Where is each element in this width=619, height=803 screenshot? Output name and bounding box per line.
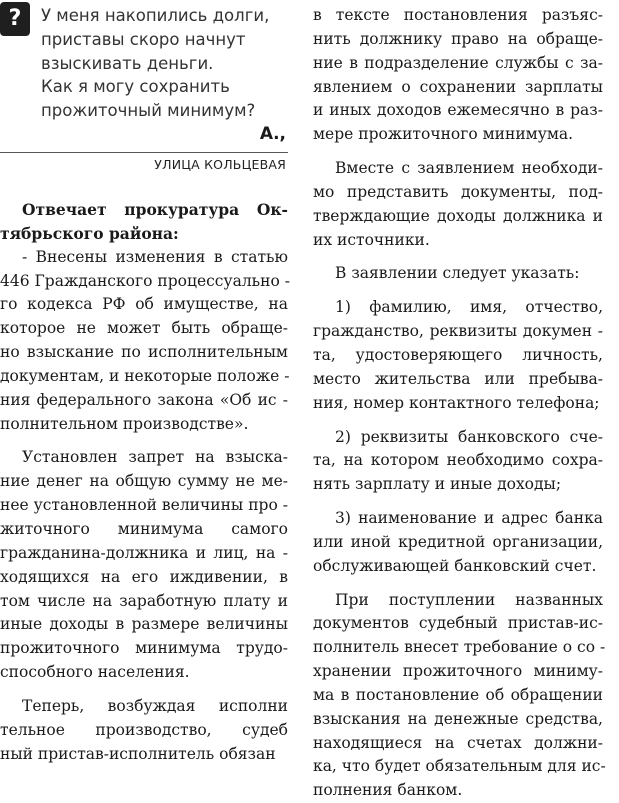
paragraph-gap xyxy=(313,416,603,426)
text-line: ния, номер контактного телефона; xyxy=(313,393,600,412)
text-line: нить должнику право на обраще- xyxy=(313,29,603,48)
text-line: ходящихся на его иждивении, в xyxy=(0,567,288,586)
text-line: иные доходы в размере величины xyxy=(0,615,288,634)
paragraph xyxy=(0,246,288,437)
text-line: ние в подразделение службы с за- xyxy=(313,53,603,72)
paragraph xyxy=(0,695,288,767)
question-line: Как я могу сохранить xyxy=(41,77,230,97)
question-line: У меня накопились долги, xyxy=(41,6,270,25)
question-line: приставы скоро начнут xyxy=(41,29,246,49)
text-line: прожиточного минимума трудо- xyxy=(0,639,288,658)
text-line: ма в постановление об обращении xyxy=(313,685,603,704)
text-line: В заявлении следует указать: xyxy=(335,264,580,283)
answer-body-left xyxy=(0,198,288,766)
text-line: явлением о сохранении зарплаты xyxy=(313,77,603,96)
paragraph xyxy=(313,4,603,147)
question-line: взыскивать деньги. xyxy=(41,53,214,73)
text-line: но взыскание по исполнительным xyxy=(0,343,288,362)
text-line: тельное производство, судеб xyxy=(0,720,288,739)
text-line: хранении прожиточного миниму- xyxy=(313,662,603,681)
text-line: ный пристав-исполнитель обязан xyxy=(0,744,276,763)
paragraph-gap xyxy=(0,685,288,695)
text-line: взыскания на денежные средства, xyxy=(313,709,603,728)
question-mark-icon: ? xyxy=(0,2,30,36)
text-line: житочного минимума самого xyxy=(0,519,288,538)
question-text xyxy=(41,4,288,123)
text-line: 1) фамилию, имя, отчество, xyxy=(335,298,603,317)
paragraph-gap xyxy=(313,497,603,507)
text-line: обслуживающей банковский счет. xyxy=(313,556,597,575)
divider-rule xyxy=(0,152,288,153)
text-line: 2) реквизиты банковского сче- xyxy=(335,427,603,446)
text-line: 3) наименование и адрес банка xyxy=(335,509,603,528)
text-line: документов судебный пристав-ис- xyxy=(313,614,603,633)
text-line: тябрьского района: xyxy=(0,223,179,243)
question-author: А., xyxy=(259,124,286,144)
question-box xyxy=(0,0,288,144)
paragraph xyxy=(313,589,606,803)
paragraph-gap xyxy=(313,286,603,296)
text-line: их источники. xyxy=(313,230,430,249)
text-line: Установлен запрет на взыска- xyxy=(22,448,288,467)
text-line: в тексте постановления разъяс- xyxy=(313,6,603,24)
text-line: ния федерального закона «Об ис - xyxy=(0,390,288,409)
text-line: место жительства или пребыва- xyxy=(313,369,603,388)
paragraph-gap xyxy=(313,147,603,157)
question-street: УЛИЦА КОЛЬЦЕВАЯ xyxy=(154,157,286,172)
paragraph xyxy=(313,296,603,415)
text-line: или иной кредитной организации, xyxy=(313,532,603,551)
paragraph-gap xyxy=(0,436,288,446)
text-line: полнения банком. xyxy=(313,781,463,800)
text-line: находящиеся на счетах должни- xyxy=(313,733,603,752)
text-line: Вместе с заявлением необходи- xyxy=(335,159,603,178)
answer-body-right xyxy=(313,4,606,803)
text-line: 446 Гражданского процессуально - xyxy=(0,271,290,290)
text-line: Теперь, возбуждая исполни xyxy=(22,696,288,715)
paragraph xyxy=(313,262,603,286)
text-line: ние денег на общую сумму не ме- xyxy=(0,472,288,491)
text-line: Отвечает прокуратура Ок- xyxy=(22,200,288,219)
paragraph-gap xyxy=(313,579,603,589)
text-line: полнитель внесет требование о со - xyxy=(313,638,606,657)
text-line: полнительном производстве». xyxy=(0,414,249,433)
text-line: гражданство, реквизиты докумен - xyxy=(313,322,603,341)
text-line: та, на котором необходимо сохра- xyxy=(313,451,603,470)
text-line: го кодекса РФ об имуществе, на xyxy=(0,295,288,314)
paragraph xyxy=(313,157,603,252)
text-line: документам, и некоторые положе - xyxy=(0,366,290,385)
text-line: гражданина-должника и лиц, на - xyxy=(0,543,288,562)
text-line: способного населения. xyxy=(0,663,190,682)
text-line: При поступлении названных xyxy=(335,590,603,609)
paragraph-gap xyxy=(313,252,603,262)
text-line: которое не может быть обраще- xyxy=(0,319,288,338)
text-line: та, удостоверяющего личность, xyxy=(313,345,603,364)
text-line: нее установленной величины про - xyxy=(0,496,288,515)
paragraph xyxy=(313,426,603,498)
text-line: нять зарплату и иные доходы; xyxy=(313,475,562,494)
text-line: ка, что будет обязательным для ис- xyxy=(313,757,606,776)
question-line: прожиточный минимум? xyxy=(41,101,256,121)
text-line: мере прожиточного минимума. xyxy=(313,125,574,144)
text-line: тверждающие доходы должника и xyxy=(313,206,603,225)
text-line: - Внесены изменения в статью xyxy=(22,247,288,266)
paragraph xyxy=(313,507,603,579)
paragraph xyxy=(0,446,288,684)
answer-heading xyxy=(0,198,288,246)
text-line: мо представить документы, под- xyxy=(313,182,603,201)
text-line: том числе на заработную плату и xyxy=(0,591,288,610)
text-line: и иных доходов ежемесячно в раз- xyxy=(313,101,603,120)
left-column xyxy=(0,0,290,763)
